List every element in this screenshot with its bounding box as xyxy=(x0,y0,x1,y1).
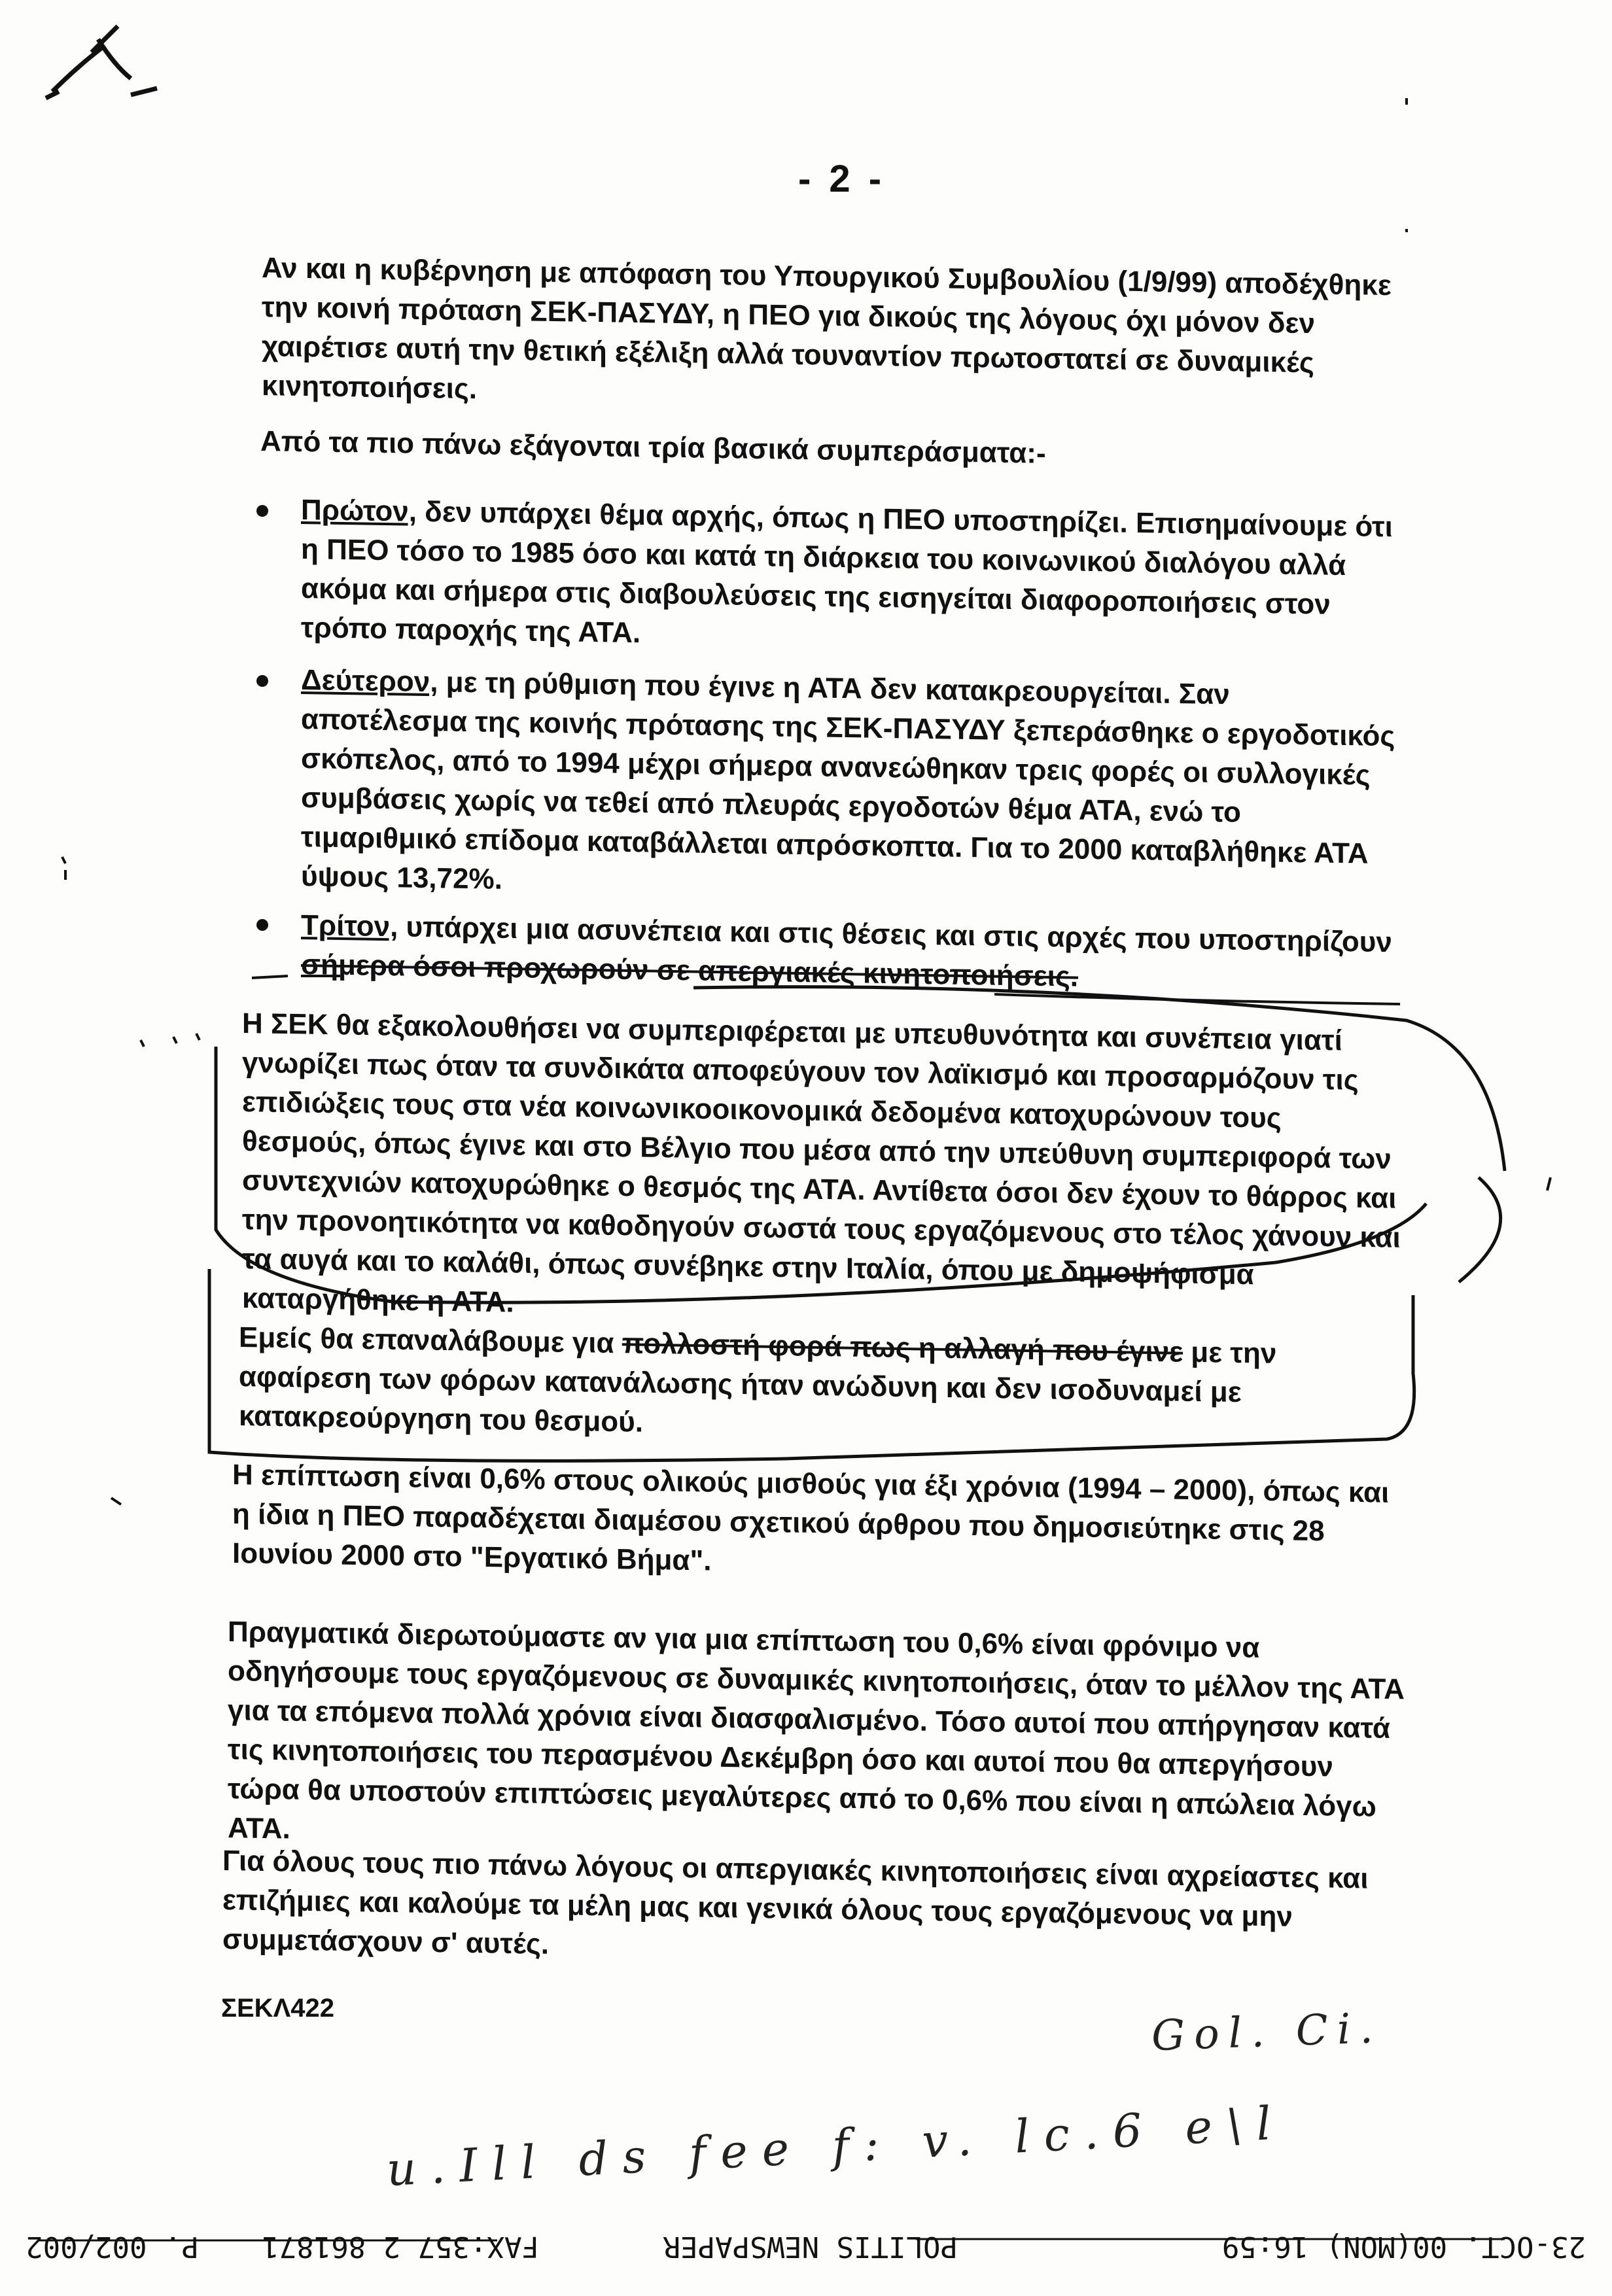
repeat-start: Εμείς θα επαναλάβουμε για xyxy=(239,1321,622,1360)
corner-mark xyxy=(46,26,157,98)
repeat-paragraph xyxy=(239,1318,1403,1454)
reference-code: ΣΕΚΛ422 xyxy=(221,1994,334,2023)
handwritten-note-line1: Gol. Ci. xyxy=(1150,2004,1383,2061)
bullet-first xyxy=(301,491,1400,665)
fax-header-strip xyxy=(0,2218,1612,2270)
page-number: - 2 - xyxy=(798,158,886,200)
bullet-dot xyxy=(256,675,268,687)
bullet-third xyxy=(301,906,1400,1001)
bullet-text: υπάρχει μια ασυνέπεια και στις θέσεις και στις αρχές που υποστηρίζουν xyxy=(398,911,1392,959)
bullet-dot xyxy=(256,505,268,517)
closing-paragraph: Για όλους τους πιο πάνω λόγους οι απεργιακές κινητοποιήσεις είναι αχρείαστες και επιζήμιες και καλούμε τα μέλη μας και γενικά όλους τους εργαζόμενους να μην συμμετάσχουν σ' αυτές. xyxy=(222,1845,1369,1960)
repeat-end: με την αφαίρεση των φόρων κατανάλωσης ήταν ανώδυνη και δεν ισοδυναμεί με κατακρεούργηση του θεσμού. xyxy=(239,1336,1277,1438)
bullet-text: δεν υπάρχει θέμα αρχής, όπως η ΠΕΟ υποστηρίζει. Επισημαίνουμε ότι η ΠΕΟ τόσο το 1985 όσο και κατά τη διάρκεια του κοινωνικού διαλόγου αλλά ακόμα και σήμερα στις διαβουλεύσεις της εισηγείται διαφοροποιήσεις στον τρόπο παροχής της ΑΤΑ. xyxy=(301,495,1393,650)
bullet-text: με τη ρύθμιση που έγινε η ΑΤΑ δεν κατακρεουργείται. Σαν αποτέλεσμα της κοινής πρότασης της ΣΕΚ-ΠΑΣΥΔΥ ξεπεράσθηκε ο εργοδοτικός σκόπελος, από το 1994 μέχρι σήμερα ανανεώθηκαν τρεις φορές οι συλλογικές συμβάσεις χωρίς να τεθεί από πλευράς εργοδοτών θέμα ΑΤΑ, ενώ το τιμαριθμικό επίδομα καταβάλλεται απρόσκοπτα. Για το 2000 καταβλήθηκε ΑΤΑ ύψους 13,72%. xyxy=(301,666,1395,896)
bullet-second xyxy=(301,661,1400,913)
bullet-struck-text: σήμερα όσοι προχωρούν σε απεργιακές κινητοποιήσεις. xyxy=(301,948,1078,993)
repeat-struck: πολλοστή φορά πως η αλλαγή που έγινε xyxy=(622,1327,1183,1368)
bullet-lead: Πρώτον, xyxy=(301,494,417,528)
fax-page: P. 002/002 xyxy=(26,2230,199,2263)
handwritten-note-line2: u.Ill ds fee f: v. lc.6 e\l xyxy=(385,2096,1287,2197)
question-paragraph: Πραγματικά διερωτούμαστε αν για μια επίπτωση του 0,6% είναι φρόνιμο να οδηγήσουμε τους εργαζόμενους σε δυναμικές κινητοποιήσεις, όταν το μέλλον της ΑΤΑ για τα επόμενα πολλά χρόνια είναι διασφαλισμένο. Τόσο αυτοί που απήργησαν κατά τις κινητοποιήσεις του περασμένου Δεκέμβρη όσο και αυτοί που θα απεργήσουν τώρα θα υποστούν επιπτώσεις μεγαλύτερες από το 0,6% που είναι η απώλεια λόγω ΑΤΑ. xyxy=(228,1616,1405,1845)
sek-paragraph: Η ΣΕΚ θα εξακολουθήσει να συμπεριφέρεται με υπευθυνότητα και συνέπεια γιατί γνωρίζει πως όταν τα συνδικάτα αποφεύγουν τον λαϊκισμό και προσαρμόζουν τις επιδιώξεις τους στα νέα κοινωνικοοικονομικά δεδομένα κατοχυρώνουν τους θεσμούς, όπως έγινε και στο Βέλγιο που μέσα από την υπεύθυνη συμπεριφορά των συντεχνιών κατοχυρώθηκε ο θεσμός της ΑΤΑ. Αντίθετα όσοι δεν έχουν το θάρρος και την προνοητικότητα να καθοδηγούν σωστά τους εργαζόμενους στο τέλος χάνουν και τα αυγά και το καλάθι, όπως συνέβηκε στην Ιταλία, όπου με δημοψήφισμα καταργήθηκε η ΑΤΑ. xyxy=(242,1007,1401,1319)
fax-sender: POLITIS NEWSPAPER xyxy=(663,2230,958,2263)
bullet-lead: Τρίτον, xyxy=(301,909,398,943)
bullet-lead: Δεύτερον, xyxy=(301,664,438,699)
fax-number: FAX:357 2 861871 xyxy=(262,2230,539,2263)
intro-paragraph: Αν και η κυβέρνηση με απόφαση του Υπουργικού Συμβουλίου (1/9/99) αποδέχθηκε την κοινή πρόταση ΣΕΚ-ΠΑΣΥΔΥ, η ΠΕΟ για δικούς της λόγους όχι μόνον δεν χαιρέτισε αυτή την θετική εξέλιξη αλλά τουναντίον πρωτοστατεί σε δυναμικές κινητοποιήσεις. xyxy=(262,252,1392,406)
impact-paragraph: Η επίπτωση είναι 0,6% στους ολικούς μισθούς για έξι χρόνια (1994 – 2000), όπως και η ίδια η ΠΕΟ παραδέχεται διαμέσου σχετικού άρθρου που δημοσιεύτηκε στις 28 Ιουνίου 2000 στο "Εργατικό Βήμα". xyxy=(232,1459,1390,1577)
fax-date: 23-OCT. 00(MON) 16:59 xyxy=(1221,2230,1586,2263)
conclusions-heading: Από τα πιο πάνω εξάγονται τρία βασικά συμπεράσματα:- xyxy=(260,425,1046,470)
bullet-dot xyxy=(256,919,268,931)
